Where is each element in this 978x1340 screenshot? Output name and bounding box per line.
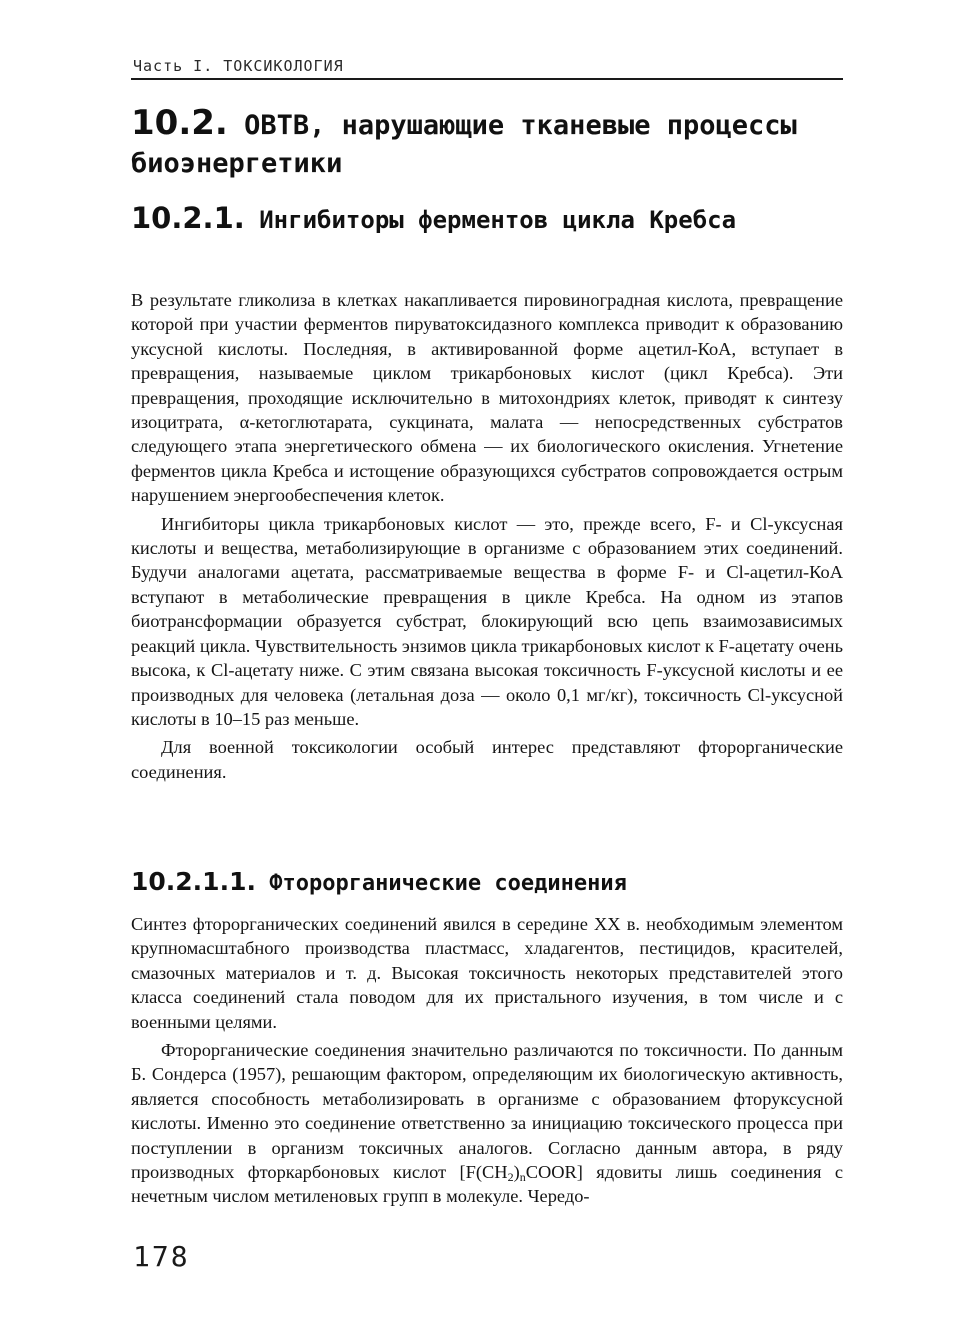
- section-number: 10.2.1.1.: [131, 867, 256, 896]
- paragraph-with-formula: [131, 1038, 843, 1209]
- section-heading-10-2-1-1: [131, 865, 851, 901]
- section-heading-10-2: [131, 104, 851, 183]
- section-10-2-1-1-body: [131, 912, 843, 1209]
- paragraph-text: COOR] ядовиты лишь соединения с нечетным числом метиленовых групп в молекуле. Чередо-: [131, 1162, 843, 1207]
- paragraph: Ингибиторы цикла трикарбоновых кислот — это, прежде всего, F- и Cl-уксусная кислоты и вещества, метаболизирующие в организме с образованием этих соединений. Будучи аналогами ацетата, рассматриваемые вещества в форме F- и Cl-ацетил-КоА вступают в метаболические превращения в цикле Кребса. На одном из этапов биотрансформации образуется субстрат, блокирующий всю цепь взаимозависимых реакций цикла. Чувствительность энзимов цикла трикарбоновых кислот к F-ацетату очень высока, к Cl-ацетату ниже. С этим связана высокая токсичность F-уксусной кислоты и ее производных для человека (летальная доза — около 0,1 мг/кг), токсичность Cl-уксусной кислоты в 10–15 раз меньше.: [131, 513, 843, 729]
- formula-text: ): [513, 1162, 520, 1183]
- header-rule: [131, 78, 843, 80]
- formula-subscript: 2: [507, 1170, 514, 1185]
- section-10-2-1-body: [131, 288, 843, 784]
- section-heading-10-2-1: [131, 200, 851, 238]
- paragraph: В результате гликолиза в клетках накапливается пировиноградная кислота, превращение которой при участии ферментов пируватоксидазного комплекса приводит к образованию уксусной кислоты. Последняя, в активированной форме ацетил-КоА, вступает в превращения, называемые циклом трикарбоновых кислот (цикл Кребса). Эти превращения, проходящие исключительно в митохондриях клеток, приводят к синтезу изоцитрата, α-кетоглютарата, сукцината, малата — непосредственных субстратов следующего этапа энергетического обмена — их биологического окисления. Угнетение ферментов цикла Кребса и истощение образующихся субстратов сопровождается острым нарушением энергообеспечения клеток.: [131, 290, 843, 506]
- paragraph: Синтез фторорганических соединений явился в середине XX в. необходимым элементом крупномасштабного производства пластмасс, хладагентов, пестицидов, красителей, смазочных материалов и т. д. Высокая токсичность некоторых представителей этого класса соединений стала поводом для их пристального изучения, в том числе и с военными целями.: [131, 914, 843, 1032]
- paragraph: Для военной токсикологии особый интерес представляют фторорганические соединения.: [131, 737, 843, 782]
- section-title-text: Фторорганические соединения: [269, 871, 627, 896]
- section-number: 10.2.1.: [131, 201, 245, 235]
- section-title-text: Ингибиторы ферментов цикла Кребса: [259, 206, 737, 234]
- page-number: 178: [133, 1240, 190, 1273]
- section-number: 10.2.: [131, 103, 228, 143]
- running-head: Часть I. ТОКСИКОЛОГИЯ: [133, 57, 344, 75]
- paragraph-text: Фторорганические соединения значительно различаются по токсичности. По данным Б. Сондерса (1957), решающим фактором, определяющим их биологическую активность, является способность метаболизировать в организме с образованием фторуксусной кислоты. Именно это соединение ответственно за инициацию токсического процесса при поступлении в организм токсичных аналогов. Согласно данным автора, в ряду производных фторкарбоновых кислот [F(CH: [131, 1040, 843, 1183]
- formula-subscript: n: [519, 1170, 526, 1185]
- section-title-text: ОВТВ, нарушающие тканевые процессы биоэнергетики: [131, 110, 797, 179]
